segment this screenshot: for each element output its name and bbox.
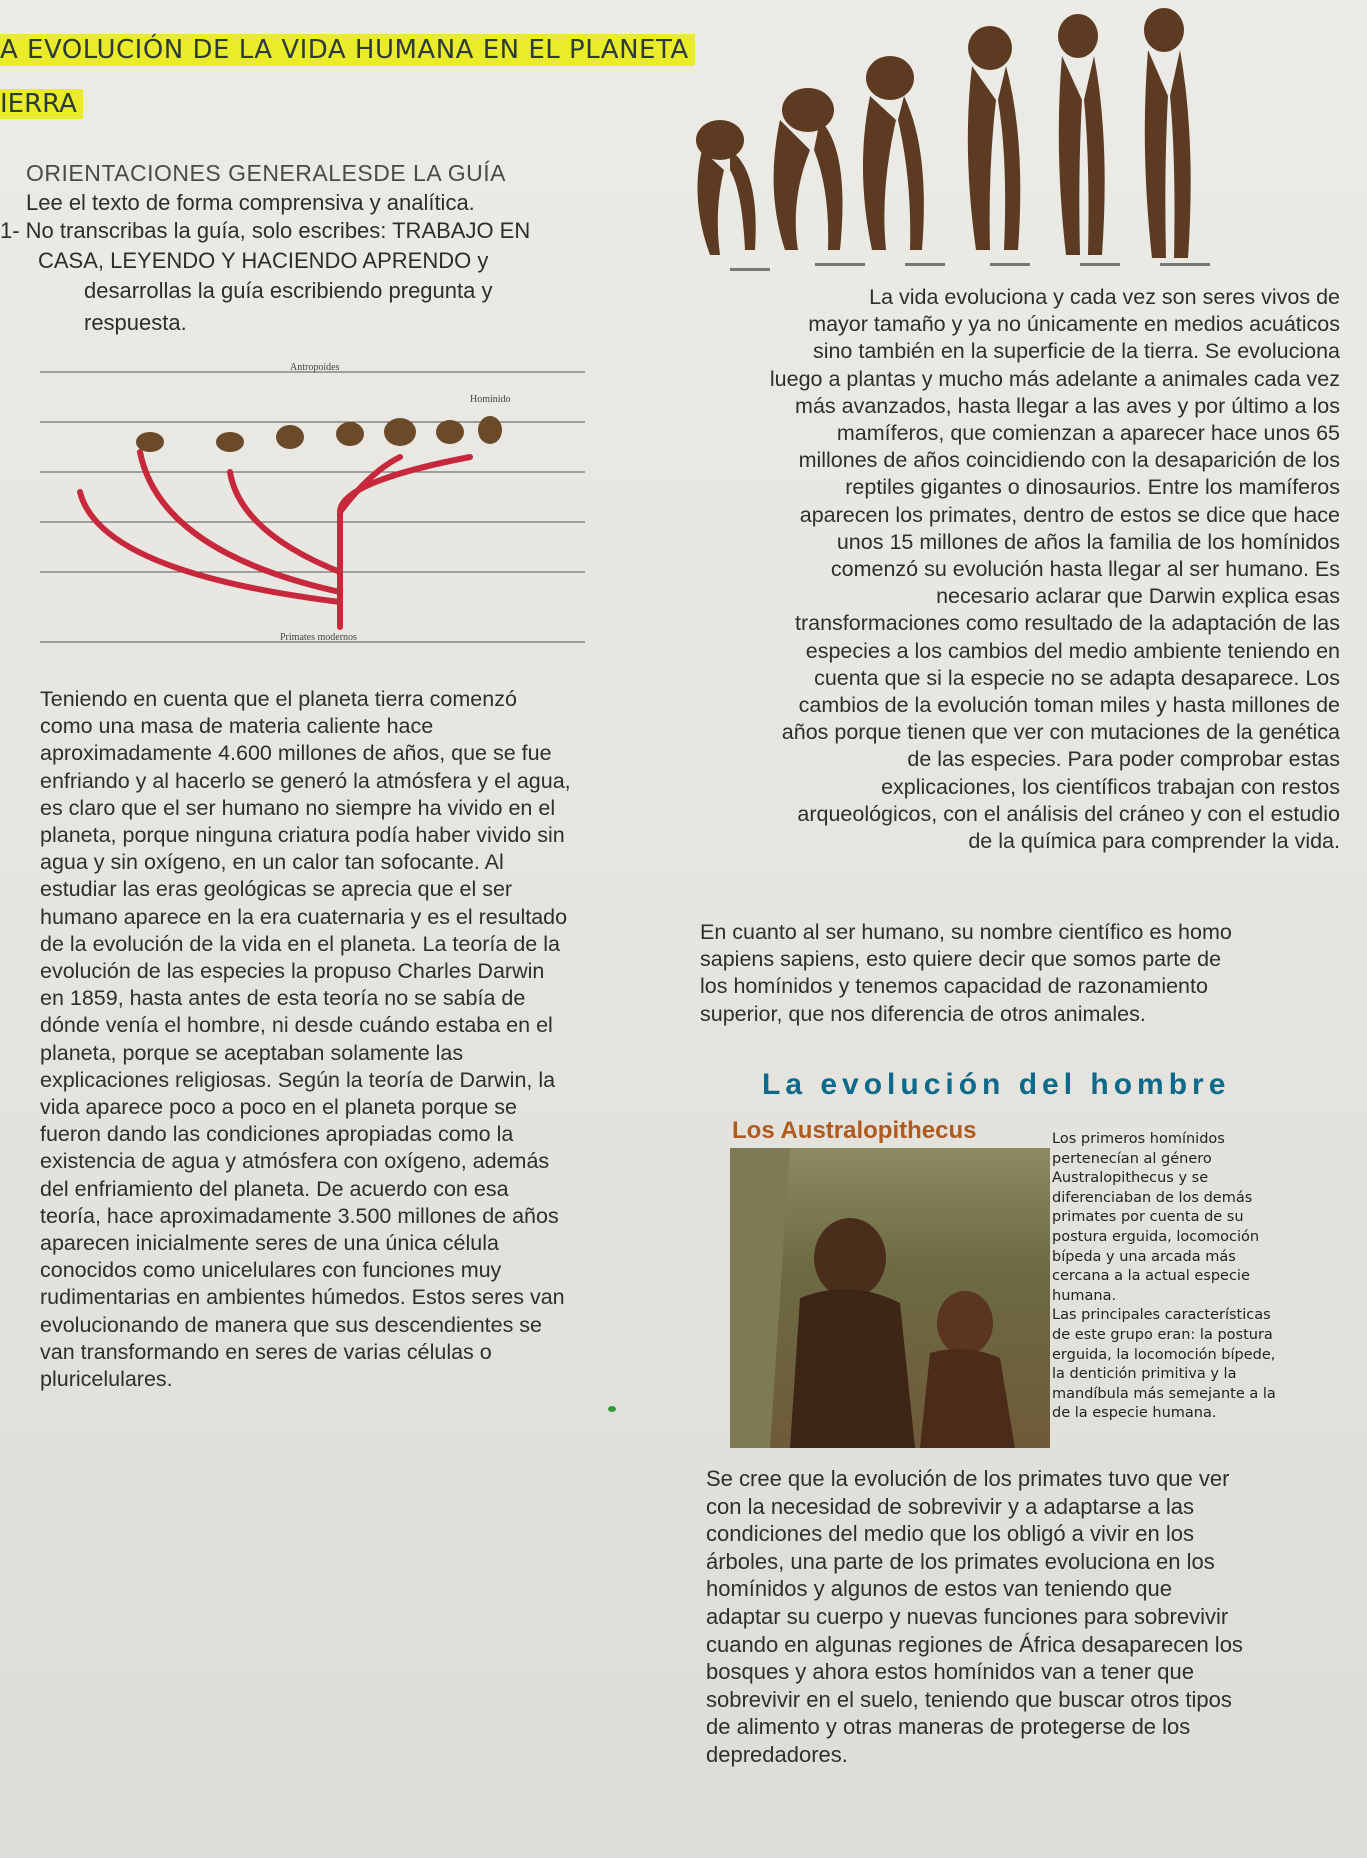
tree-label-homo: Homínido (470, 394, 511, 405)
orientation-line-5: respuesta. (84, 310, 187, 335)
australopithecus-heading: Los Australopithecus (732, 1117, 977, 1144)
green-dot (608, 1406, 616, 1412)
intro-paragraph: La vida evoluciona y cada vez son seres vivos de mayor tamaño y ya no únicamente en medios acuáticos sino también en la superficie de la tierra. Se evoluciona luego a plantas y mucho más adelante a animales cada vez más avanzados, hasta llegar a las aves y por último a los mamíferos, que comienzan a aparecer hace unos 65 millones de años coincidiendo con la desaparición de los reptiles gigantes o dinosaurios. Entre los mamíferos aparecen los primates, dentro de estos se dice que hace unos 15 millones de años la familia de los homínidos comenzó su evolución hasta llegar al ser humano. Es necesario aclarar que Darwin explica esas transformaciones como resultado de la adaptación de las especies a los cambios del medio ambiente teniendo en cuenta que si la especie no se adapta desaparece. Los cambios de la evolución toman miles y hasta millones de años porque tienen que ver con mutaciones de la genética de las especies. Para poder comprobar estas explicaciones, los científicos trabajan con restos arqueológicos, con el análisis del cráneo y con el estudio de la química para comprender la vida. (769, 285, 1340, 854)
australopithecus-description: Los primeros homínidos pertenecían al género Australopithecus y se diferenciaban de los demás primates por cuenta de su postura erguida, locomoción bípeda y una arcada más cercana a la actual especie humana. Las principales características de este grupo eran: la postura erguida, la locomoción bípede, la dentición primitiva y la mandíbula más semejante a la de la especie humana. (1052, 1131, 1276, 1422)
tree-label-top: Antropoides (290, 362, 340, 373)
homo-sapiens-paragraph: En cuanto al ser humano, su nombre científico es homo sapiens sapiens, esto quiere decir que somos parte de los homínidos y tenemos capacidad de razonamiento superior, que nos diferencia de otros animales. (700, 920, 1232, 1026)
orientation-line-3: CASA, LEYENDO Y HACIENDO APRENDO y (38, 248, 489, 273)
orientation-line-4: desarrollas la guía escribiendo pregunta y (84, 278, 493, 303)
tree-label-era: Primates modernos (280, 632, 357, 643)
body-paragraph: Teniendo en cuenta que el planeta tierra comenzó como una masa de materia caliente hace aproximadamente 4.600 millones de años, que se fue enfriando y al hacerlo se generó la atmósfera y el agua, es claro que el ser humano no siempre ha vivido en el planeta, porque ninguna criatura podía haber vivido sin agua y sin oxígeno, en un calor tan sofocante. Al estudiar las eras geológicas se aprecia que el ser humano aparece en la era cuaternaria y es el resultado de la evolución de la vida en el planeta. La teoría de la evolución de las especies la propuso Charles Darwin en 1859, hasta antes de esta teoría no se sabía de dónde venía el hombre, ni desde cuándo estaba en el planeta, porque se aceptaban solamente las explicaciones religiosas. Según la teoría de Darwin, la vida aparece poco a poco en el planeta porque se fueron dando las condiciones apropiadas como la existencia de agua y atmósfera con oxígeno, además del enfriamiento del planeta. De acuerdo con esa teoría, hace aproximadamente 3.500 millones de años aparecen inicialmente seres de una única célula conocidos como unicelulares con funciones muy rudimentarias en ambientes húmedos. Estos seres van evolucionando de manera que sus descendientes se van transformando en seres de varias células o pluricelulares. (40, 687, 571, 1392)
orientation-line-1: Lee el texto de forma comprensiva y analítica. (26, 190, 475, 215)
orientation-line-2: 1- No transcribas la guía, solo escribes: TRABAJO EN (0, 218, 531, 243)
evolution-panel-title: La evolución del hombre (762, 1068, 1231, 1101)
page-title: A EVOLUCIÓN DE LA VIDA HUMANA EN EL PLANETA (0, 34, 695, 66)
evolution-illustration (690, 0, 1250, 290)
primate-tree-diagram (40, 362, 585, 652)
closing-paragraph: Se cree que la evolución de los primates tuvo que ver con la necesidad de sobrevivir y a adaptarse a las condiciones del medio que los obligó a vivir en los árboles, una parte de los primates evoluciona en los homínidos y algunos de estos van teniendo que adaptar su cuerpo y nuevas funciones para sobrevivir cuando en algunas regiones de África desaparecen los bosques y ahora estos homínidos van a tener que sobrevivir en el suelo, teniendo que buscar otros tipos de alimento y otras maneras de protegerse de los depredadores. (706, 1466, 1243, 1767)
page-title-continued: IERRA (0, 89, 83, 119)
orientation-heading: ORIENTACIONES GENERALESDE LA GUÍA (26, 160, 507, 186)
australopithecus-photo (730, 1148, 1050, 1448)
